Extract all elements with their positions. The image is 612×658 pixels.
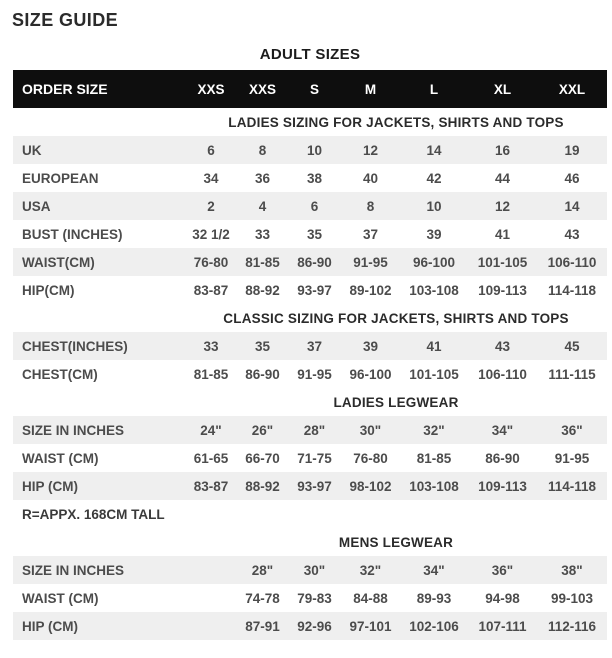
table-row	[13, 416, 607, 444]
cell-value: 109-113	[478, 282, 527, 298]
section-heading: CLASSIC SIZING FOR JACKETS, SHIRTS AND TOPS	[223, 310, 569, 326]
section-heading-row	[13, 304, 607, 332]
size-column-header: XL	[493, 81, 512, 97]
cell-value: 28"	[251, 562, 274, 578]
cell-value: 93-97	[297, 282, 332, 298]
section-heading-row	[13, 528, 607, 556]
cell-value: 81-85	[193, 366, 229, 382]
cell-value: 43	[494, 338, 511, 354]
section-heading-row	[13, 388, 607, 416]
cell-value: 99-103	[550, 590, 594, 606]
cell-value: 33	[254, 226, 271, 242]
section-heading: LADIES LEGWEAR	[333, 394, 459, 410]
cell-value: 38	[306, 170, 323, 186]
cell-value: 106-110	[547, 254, 597, 270]
section-heading: LADIES SIZING FOR JACKETS, SHIRTS AND TOPS	[228, 114, 564, 130]
cell-value: 74-78	[245, 590, 280, 606]
cell-value: 96-100	[349, 366, 392, 382]
table-row	[13, 136, 607, 164]
cell-value: 109-113	[478, 478, 527, 494]
cell-value: 33	[203, 338, 219, 354]
size-column-header: M	[364, 81, 377, 97]
cell-value: 34"	[491, 422, 514, 438]
table-title: ADULT SIZES	[259, 46, 361, 63]
cell-value: 8	[258, 142, 267, 158]
cell-value: 37	[362, 226, 379, 242]
cell-value: 83-87	[193, 478, 229, 494]
cell-value: 97-101	[349, 618, 392, 634]
size-column-header: XXL	[558, 81, 586, 97]
cell-value: 30"	[303, 562, 326, 578]
cell-value: 41	[494, 226, 511, 242]
table-header-row	[13, 70, 607, 108]
row-label: WAIST(CM)	[22, 254, 95, 270]
cell-value: 32"	[359, 562, 382, 578]
cell-value: 6	[207, 142, 215, 158]
cell-value: 98-102	[349, 478, 392, 494]
size-column-header: XXS	[248, 81, 276, 97]
cell-value: 34	[203, 170, 219, 186]
table-row	[13, 444, 607, 472]
row-label: CHEST(CM)	[22, 366, 98, 382]
cell-value: 94-98	[485, 590, 520, 606]
cell-value: 39	[362, 338, 379, 354]
cell-value: 81-85	[245, 254, 280, 270]
table-row	[13, 360, 607, 388]
cell-value: 88-92	[245, 282, 280, 298]
cell-value: 81-85	[416, 450, 452, 466]
cell-value: 114-118	[547, 282, 597, 298]
cell-value: 71-75	[297, 450, 332, 466]
cell-value: 24"	[200, 422, 222, 438]
table-row	[13, 332, 607, 360]
cell-value: 34"	[423, 562, 445, 578]
row-label: HIP (CM)	[22, 478, 78, 494]
cell-value: 10	[426, 198, 442, 214]
cell-value: 46	[564, 170, 580, 186]
cell-value: 86-90	[245, 366, 280, 382]
cell-value: 36"	[491, 562, 514, 578]
cell-value: 14	[426, 142, 442, 158]
cell-value: 86-90	[297, 254, 332, 270]
cell-value: 36	[254, 170, 271, 186]
section-heading-row	[13, 108, 607, 136]
cell-value: 26"	[251, 422, 274, 438]
cell-value: 39	[426, 226, 442, 242]
table-row	[13, 220, 607, 248]
table-row	[13, 472, 607, 500]
cell-value: 37	[306, 338, 323, 354]
cell-value: 28"	[303, 422, 326, 438]
cell-value: 106-110	[478, 366, 527, 382]
cell-value: 84-88	[353, 590, 388, 606]
table-row	[13, 612, 607, 640]
cell-value: 32"	[423, 422, 445, 438]
cell-value: 89-102	[349, 282, 392, 298]
cell-value: 38"	[561, 562, 583, 578]
cell-value: 19	[564, 142, 580, 158]
cell-value: 79-83	[297, 590, 332, 606]
cell-value: 107-111	[478, 618, 527, 634]
row-label: SIZE IN INCHES	[22, 562, 125, 578]
section-classic-tops	[13, 304, 607, 388]
row-label: EUROPEAN	[22, 170, 99, 186]
cell-value: 45	[564, 338, 580, 354]
cell-value: 86-90	[485, 450, 520, 466]
cell-value: 96-100	[412, 254, 456, 270]
row-label: WAIST (CM)	[22, 590, 99, 606]
cell-value: 35	[306, 226, 323, 242]
cell-value: 2	[207, 198, 215, 214]
table-row	[13, 584, 607, 612]
cell-value: 32 1/2	[192, 226, 230, 242]
cell-value: 102-106	[409, 618, 459, 634]
size-column-header: XXS	[197, 81, 225, 97]
size-column-header: S	[309, 81, 319, 97]
cell-value: 89-93	[416, 590, 452, 606]
cell-value: 4	[258, 198, 267, 214]
table-row	[13, 276, 607, 304]
cell-value: 92-96	[297, 618, 332, 634]
section-ladies-tops	[13, 108, 607, 304]
cell-value: 8	[366, 198, 375, 214]
cell-value: 111-115	[548, 366, 596, 382]
section-mens-legwear	[13, 528, 607, 640]
cell-value: 36"	[561, 422, 583, 438]
cell-value: 12	[362, 142, 379, 158]
cell-value: 10	[306, 142, 323, 158]
cell-value: 83-87	[193, 282, 229, 298]
size-guide-table	[13, 45, 607, 640]
row-label: WAIST (CM)	[22, 450, 99, 466]
cell-value: 42	[426, 170, 442, 186]
cell-value: 16	[494, 142, 511, 158]
table-row	[13, 164, 607, 192]
cell-value: 30"	[359, 422, 382, 438]
cell-value: 91-95	[353, 254, 388, 270]
row-label: HIP(CM)	[22, 282, 75, 298]
height-note: R=APPX. 168CM TALL	[13, 500, 607, 528]
cell-value: 76-80	[353, 450, 388, 466]
cell-value: 93-97	[297, 478, 332, 494]
table-row	[13, 248, 607, 276]
page-title: SIZE GUIDE	[12, 10, 119, 30]
cell-value: 91-95	[554, 450, 590, 466]
row-label: BUST (INCHES)	[22, 226, 123, 242]
cell-value: 40	[362, 170, 379, 186]
cell-value: 112-116	[547, 618, 597, 634]
section-ladies-legwear	[13, 388, 607, 528]
row-label: SIZE IN INCHES	[22, 422, 125, 438]
cell-value: 43	[564, 226, 580, 242]
row-label: UK	[22, 142, 42, 158]
cell-value: 12	[494, 198, 511, 214]
size-column-header: L	[429, 81, 439, 97]
cell-value: 14	[564, 198, 580, 214]
cell-value: 66-70	[245, 450, 280, 466]
cell-value: 41	[426, 338, 442, 354]
table-row	[13, 556, 607, 584]
order-size-header: ORDER SIZE	[22, 81, 108, 97]
cell-value: 88-92	[245, 478, 280, 494]
cell-value: 101-105	[477, 254, 528, 270]
cell-value: 6	[310, 198, 319, 214]
cell-value: 114-118	[547, 478, 597, 494]
cell-value: 44	[494, 170, 511, 186]
cell-value: 35	[254, 338, 271, 354]
cell-value: 76-80	[193, 254, 229, 270]
table-row	[13, 192, 607, 220]
cell-value: 91-95	[297, 366, 332, 382]
cell-value: 87-91	[245, 618, 280, 634]
section-heading: MENS LEGWEAR	[338, 534, 454, 550]
cell-value: 101-105	[409, 366, 459, 382]
cell-value: 103-108	[409, 478, 459, 494]
row-label: HIP (CM)	[22, 618, 78, 634]
row-label: CHEST(INCHES)	[22, 338, 128, 354]
cell-value: 61-65	[193, 450, 229, 466]
row-label: USA	[22, 198, 51, 214]
cell-value: 103-108	[409, 282, 459, 298]
